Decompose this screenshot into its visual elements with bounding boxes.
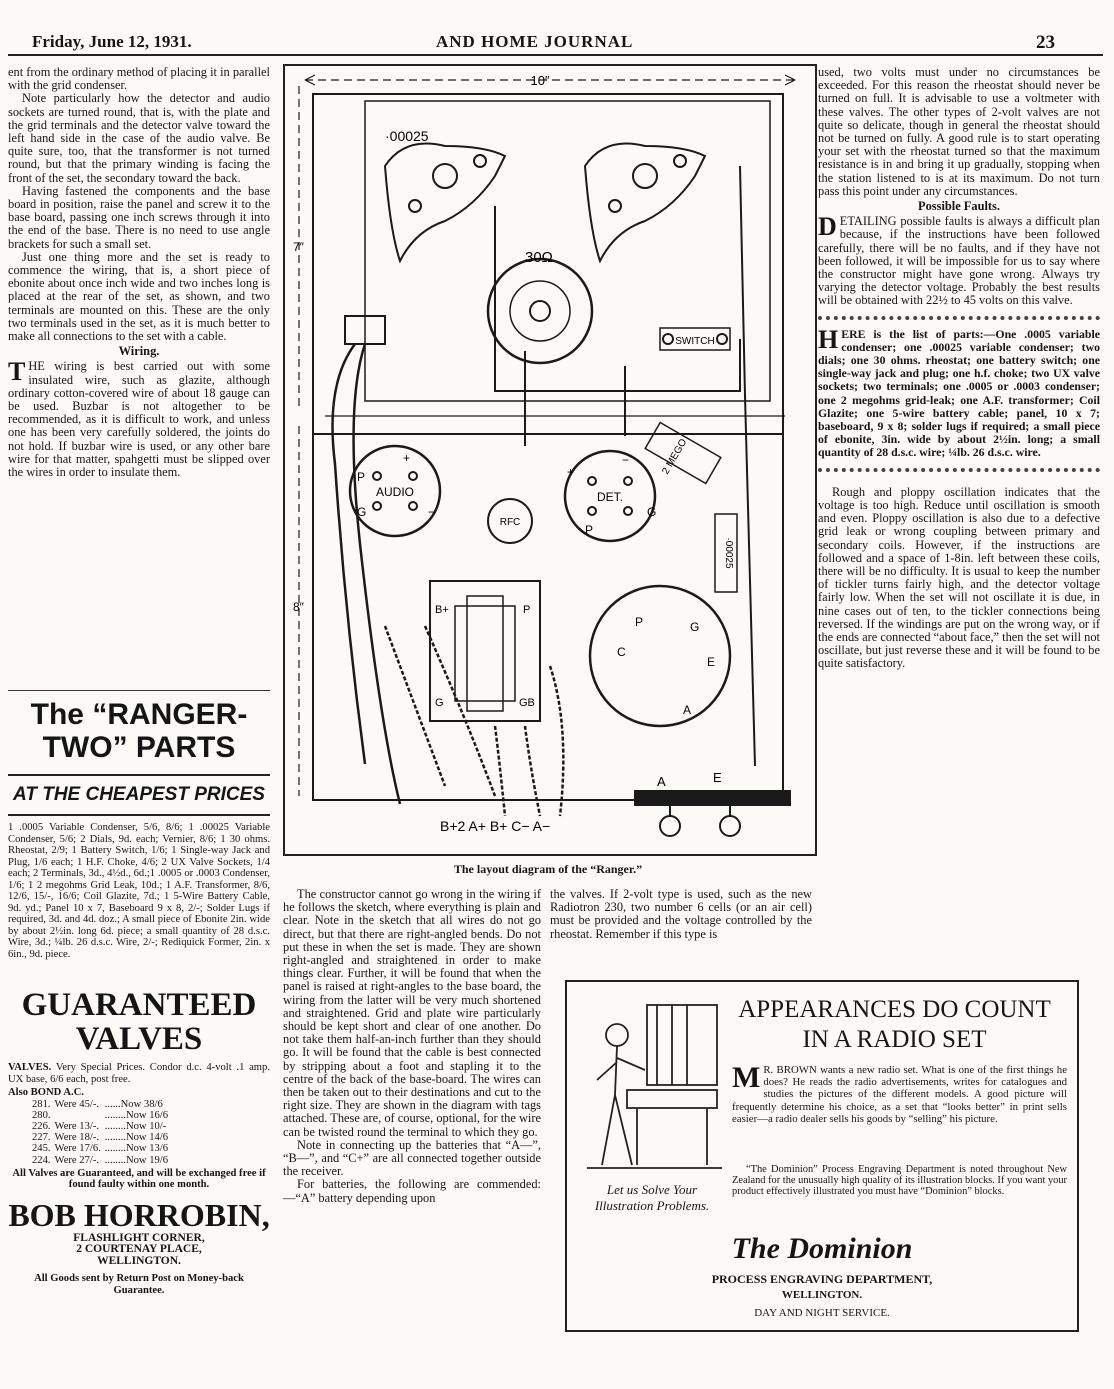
valve-num: 245. — [32, 1143, 51, 1155]
valves-title-line-1: GUARANTEED — [21, 987, 257, 1023]
guarantee-note: All Valves are Guaranteed, and will be exchanged free if found faulty within one month. — [12, 1167, 266, 1191]
dominion-body-2: “The Dominion” Process Engraving Department is noted throughout New Zealand for the unusually high quality of its illustration blocks. If you want your product effectively illustrated you must have “Dominion” blocks. — [732, 1164, 1067, 1197]
fixed-condenser-label: ·00025 — [723, 537, 734, 569]
paragraph: ent from the ordinary method of placing it in parallel with the grid condenser. — [8, 65, 270, 93]
advert-title-line-2: IN A RADIO SET — [802, 1026, 987, 1053]
dominion-department: PROCESS ENGRAVING DEPARTMENT, — [711, 1272, 933, 1286]
terminal-a-label: A — [657, 774, 666, 789]
advert-title-line-1: The “RANGER- — [30, 698, 248, 731]
transformer-bplus: B+ — [435, 604, 449, 616]
valve-was: Were 18/-. — [54, 1132, 99, 1144]
audio-pin-p: P — [357, 470, 366, 484]
ranger-parts-advert — [8, 698, 270, 960]
det-pin-minus: − — [622, 453, 630, 467]
transformer-p: P — [523, 604, 531, 616]
drop-cap: H — [818, 324, 839, 354]
drop-cap: D — [818, 212, 837, 242]
section-heading-faults: Possible Faults. — [918, 199, 1000, 214]
shop-footer: All Goods sent by Return Post on Money-back Guarantee. — [34, 1273, 244, 1296]
dominion-slogan: Let us Solve Your Illustration Problems. — [594, 1182, 710, 1213]
paragraph: the valves. If 2-volt type is used, such as the new Radiotron 230, two number 6 cells (or an air cell) must be provided and the voltage controlled by the rheostat. Remember if this type is — [550, 887, 812, 941]
battery-lead-labels: B+2 A+ B+ C− A− — [440, 818, 551, 834]
shop-address-3: WELLINGTON. — [97, 1254, 181, 1267]
paragraph: Rough and ploppy oscillation indicates that the voltage is too high. Reduce until oscillation is smooth and even. Ploppy oscillation is also due to a defective grid leak or wrong coupling between primary and secondary coils. However, if the instructions are followed and a space of 1-8in. left between these coils, there will be no difficulty. It is usual to keep the number of tickler turns fairly high, and the detector voltage fairly low. When the set will not oscillate it is due, in nine cases out of ten, to the tickler connections being reversed. If the windings are put on the wrong way, or if the ends are connected “about face,” then the set will not oscillate, but just reverse these and it will be found to be quite satisfactory. — [818, 484, 1100, 671]
drop-cap: T — [8, 357, 26, 387]
valve-num: 226. — [32, 1120, 51, 1132]
coil-pin-e: E — [707, 655, 716, 669]
advert-price-list: 1 .0005 Variable Condenser, 5/6, 8/6; 1 .00025 Variable Condenser, 5/6; 2 Dials, 9d. each; Vernier, 8/6; 1 30 ohms. Rheostat, 2/9; 1 Battery Switch, 1/6; 1 Single-way Jack and Plug, 1/6 each; 1 H.F. Choke, 4/6; 2 UX Valve Sockets, 1/4 each; 2 Terminals, 3d., 4½d., 6d.;1 .0005 or .0003 Condenser, 1/6; 1 2 megohms Grid Leak, 10d.; 1 A.F. Transformer, 8/6, 12/6, 15/-, 16/6; Coil Glazite, 7d.; 1 5-Wire Battery Cable, 9d. yd.; Panel 10 x 7, Baseboard 9 x 8, 2/-; Solder Lugs if required, 3d. and 4d. doz.; A small piece of Ebonite 2in. wide by about 2½in. long 6d. piece; a small quantity of 28 d.s.c. Wire, 3d.; ¼lb. 26 d.s.c. Wire, 2/-; Rediquick Former, 2in. x 6in., 9d. piece. — [8, 822, 270, 960]
valve-was — [53, 1110, 103, 1121]
paragraph: The constructor cannot go wrong in the wiring if he follows the sketch, where everything is plain and clear. Note in the sketch that all wires do not go direct, but that there are right-angled bends. Do not put these in when the set is made. They are shown right-angled and straightened in order to make things clear. Further, it will be found that when the panel is raised at right-angles to the base board, the wiring from the latter will be very much shortened and straightened. Grid and plate wire particularly should be kept short and clear of one another. Do not take them half-an-inch further than they should go. It will be found that the cable is best connected by stripping about a foot and stapling it to the centre of the back of the base-board. The wires can then be taken out to their destinations and cut to the right size. They are shown in the diagram with tags attached. These are, of course, optional, for the wire can be twisted round the terminal to which they go. — [283, 887, 541, 1139]
valve-num: 281. — [32, 1098, 51, 1110]
shop-name: BOB HORROBIN, — [8, 1196, 270, 1233]
valve-was: Were 13/-. — [54, 1120, 99, 1132]
valve-price-row — [30, 1155, 170, 1166]
audio-pin-minus: − — [428, 505, 436, 519]
advert-title-line-2: TWO” PARTS — [42, 731, 236, 764]
rheostat-label: 30Ω — [525, 249, 553, 266]
panel-height-dimension: 7″ — [293, 240, 304, 254]
paragraph: HE wiring is best carried out with some insulated wire, such as glazite, although ordinary cotton-covered wire of about 18 gauge can be used. Buzbar is not altogether to be recommended, as it is difficult to work, and unless one has been very carefully soldered, the joints do not hold. If buzbar wire is used, or any other bare wire for that matter, spahgetti must be slipped over the wires in order to insulate them. — [8, 359, 270, 480]
paragraph: Just one thing more and the set is ready to commence the wiring, that is, a short piece of ebonite about once inch wide and two inches long is placed at the rear of the set, as shown, and two terminals are mounted on this. These are the only two terminals used in the set, as it is much better to make all connections to the set with a cable. — [8, 249, 270, 344]
paragraph: Note particularly how the detector and audio sockets are turned round, that is, with the plate and the grid terminals and the detector valve toward the left hand side in the case of the audio valve. Be quite sure, too, that the transformer is not turned round, but that the primary winding is facing the front of the set, the secondary toward the back. — [8, 91, 270, 185]
coil-pin-c: C — [617, 645, 626, 659]
article-column-3 — [283, 888, 541, 1205]
layout-diagram — [283, 64, 817, 856]
parts-list: ERE is the list of parts:—One .0005 variable condenser; one .00025 variable condenser; two dials; one 30 ohms. rheostat; one battery switch; one single-way jack and plug; one h.f. choke; two UX valve sockets; two terminals; one .0005 or .0003 condenser; one 2 megohms grid-leak; one A.F. transformer; Coil Glazite; one 5-wire battery cable; panel, 10 x 7; baseboard, 9 x 8; solder lugs if required; a small piece of ebonite, 3in. wide by about 2½in. long; a small quantity of 28 d.s.c. wire; ¼lb. 26 d.s.c. wire. — [818, 326, 1100, 460]
shop-address-2: 2 COURTENAY PLACE, — [76, 1243, 202, 1256]
dominion-city: WELLINGTON. — [781, 1289, 863, 1301]
dominion-masthead: The Dominion — [731, 1232, 913, 1265]
shop-address-1: FLASHLIGHT CORNER, — [73, 1231, 205, 1244]
coil-pin-p: P — [635, 615, 644, 629]
dominion-body: M R. BROWN wants a new radio set. What is one of the first things he does? He reads the radio advertisements, writes for catalogues and studies the pictures of the different models. A good picture will frequently determine his choice, as a set that “looks better” in print sells easier—a radio dealer sells his goods by “selling” his picture. — [732, 1061, 1067, 1125]
ranger-wiring-diagram — [285, 66, 815, 854]
valve-price-row — [30, 1121, 170, 1132]
valves-intro: Very Special Prices. Condor d.c. 4-volt .1 amp. UX base, 6/6 each, post free. — [8, 1062, 270, 1085]
width-dimension: 10″ — [530, 73, 550, 88]
dominion-advert — [565, 980, 1079, 1332]
diagram-caption: The layout diagram of the “Ranger.” — [453, 862, 643, 876]
valve-num: 224. — [32, 1154, 51, 1166]
variable-condenser-label: ·00025 — [385, 128, 429, 144]
valve-num: 227. — [32, 1132, 51, 1144]
transformer-g: G — [435, 697, 444, 709]
column-divider — [8, 690, 270, 691]
grid-leak-label: 2 MEGO — [660, 437, 690, 477]
article-column-5 — [818, 66, 1100, 671]
detector-socket-label: DET. — [596, 490, 624, 504]
publication-title: AND HOME JOURNAL — [436, 32, 634, 51]
audio-socket-label: AUDIO — [375, 485, 415, 499]
transformer-gb: GB — [519, 697, 535, 709]
audio-pin-plus: + — [403, 451, 411, 465]
paragraph: ETAILING possible faults is always a difficult plan because, if the instructions have been followed carefully, there will be no faults, and if they have not been followed, it will be impossible for us to say where the constructor might have gone wrong. Always try varying the detector voltage. Probably the best results will be obtained with 22½ to 45 volts on this valve. — [818, 214, 1100, 308]
paragraph: Note in connecting up the batteries that “A—”, “B—”, and “C+” are all connected together outside the receiver. — [283, 1137, 541, 1179]
divider — [818, 316, 1100, 320]
valve-now: ........Now 14/6 — [104, 1132, 169, 1144]
audio-pin-g: G — [357, 505, 367, 519]
valves-also: Also BOND A.C. — [8, 1087, 84, 1098]
page-number: 23 — [1036, 32, 1055, 53]
det-pin-plus: + — [567, 465, 575, 479]
valves-title-line-2: VALVES — [75, 1021, 203, 1057]
valve-now: ........Now 16/6 — [104, 1109, 169, 1121]
article-column-4 — [550, 888, 812, 941]
valve-price-row — [30, 1143, 170, 1154]
valves-label: VALVES. — [8, 1062, 52, 1073]
valve-price-row — [30, 1099, 170, 1110]
divider — [818, 468, 1100, 472]
valve-now: ......Now 38/6 — [104, 1098, 163, 1110]
valve-num: 280. — [32, 1109, 51, 1121]
issue-date: Friday, June 12, 1931. — [32, 32, 192, 51]
valve-now: ........Now 19/6 — [104, 1154, 169, 1166]
valve-was: Were 27/-. — [54, 1154, 99, 1166]
drop-cap: M — [732, 1061, 761, 1094]
valve-was: Were 17/6. — [54, 1143, 101, 1155]
dominion-service: DAY AND NIGHT SERVICE. — [754, 1307, 890, 1319]
coil-pin-a: A — [683, 703, 692, 717]
advert-subtitle: AT THE CHEAPEST PRICES — [13, 784, 265, 805]
baseboard-dimension: 8″ — [293, 600, 304, 614]
valves-advert — [8, 988, 270, 1296]
rfc-label: RFC — [499, 517, 521, 528]
terminal-e-label: E — [713, 770, 722, 785]
coil-pin-g: G — [690, 620, 700, 634]
valve-price-row — [30, 1110, 170, 1121]
header-rule — [8, 54, 1103, 56]
valve-was: Were 45/-. — [54, 1098, 99, 1110]
det-pin-p: P — [585, 523, 594, 537]
paragraph: Having fastened the components and the base board in position, raise the panel and screw it to the base board, passing one inch screws through it into the end of the base. There is no need to use angle brackets for such a small set. — [8, 183, 270, 251]
paragraph: used, two volts must under no circumstances be exceeded. For this reason the rheostat should never be turned on full. It is advisable to use a voltmeter with these valves. The other types of 2-volt valves are not quite so delicate, though in general the rheostat should not be turned on fully. A good rule is to start operating your set with the rheostat turned so that the maximum resistance is in and bring it up gradually, stopping when the station listened to is at its maximum. Do not turn pass this point under any circumstances. — [818, 65, 1100, 198]
engraver-illustration — [587, 1000, 722, 1175]
valve-now: ........Now 13/6 — [104, 1143, 169, 1155]
advert-title-line-1: APPEARANCES DO COUNT — [738, 996, 1051, 1023]
det-pin-g: G — [647, 505, 657, 519]
valve-now: ........Now 10/- — [104, 1120, 167, 1132]
valve-price-row — [30, 1132, 170, 1143]
section-heading-wiring: Wiring. — [118, 344, 160, 359]
article-column-1 — [8, 66, 270, 479]
valve-price-table — [30, 1099, 170, 1166]
switch-label: SWITCH — [675, 336, 715, 347]
paragraph: For batteries, the following are commended:—“A” battery depending upon — [283, 1177, 541, 1205]
